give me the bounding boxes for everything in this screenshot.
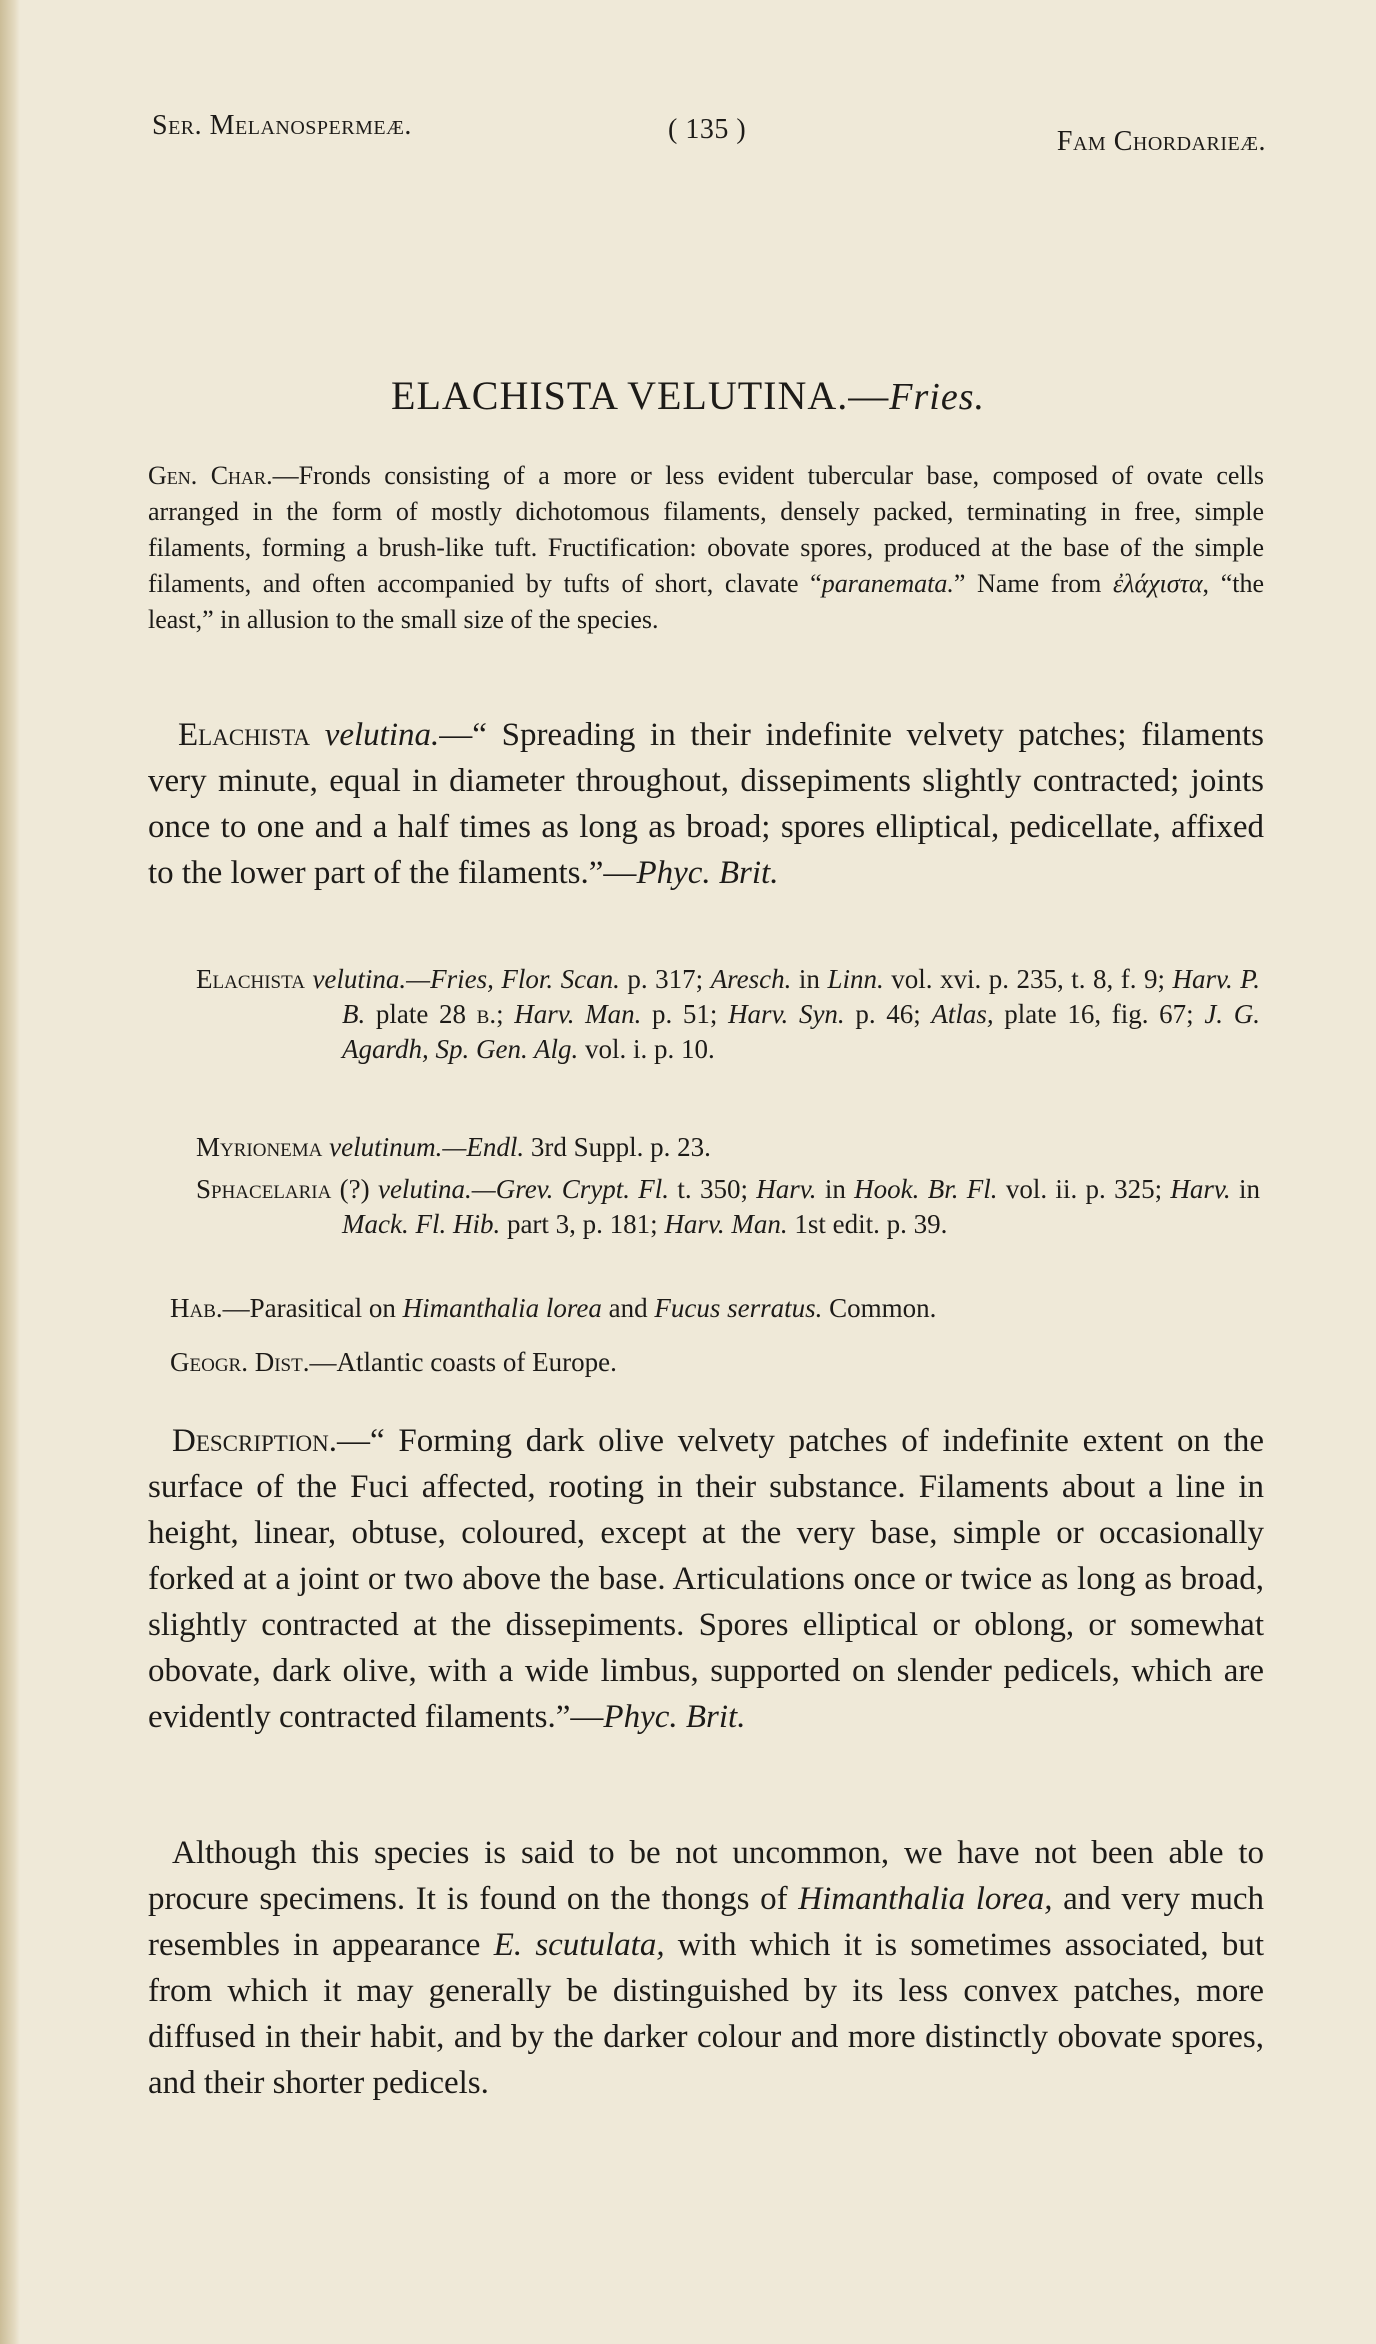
synonym-text: 1st edit. p. 39. [787,1209,948,1239]
distribution-line [170,1344,1260,1380]
notes-species: Himanthalia lorea, [798,1881,1053,1917]
synonym-citation: velutina.—Fries, Flor. Scan. [312,964,620,994]
synonym-citation: Harv. Man. [664,1209,788,1239]
synonym-citation: Harv. Man. [514,999,642,1029]
synonym-text: plate 28 [365,999,477,1029]
habitat-text: —Parasitical on [222,1293,403,1323]
gen-char-label: Gen. Char. [148,461,273,490]
synonym-citation: Harv. P. B. [342,964,1261,1029]
specific-diagnosis-paragraph [148,712,1264,896]
gen-char-end: , “the least,” in allusion to the small size of the species. [148,569,1264,634]
synonym-entry-myrionema [196,1130,1260,1165]
synonym-citation: J. G. Agardh, Sp. Gen. Alg. [342,999,1260,1064]
synonym-text: t. 350; [669,1174,757,1204]
synonym-text: vol. xvi. p. 235, t. 8, f. 9; [883,964,1173,994]
species-name: ELACHISTA VELUTINA.— [391,373,890,418]
synonym-entry-sphacelaria [196,1172,1260,1242]
synonym-text: ; [496,999,515,1029]
synonym-citation: Aresch. [710,964,792,994]
synonym-citation: velutinum.—Endl. [329,1132,525,1162]
synonym-citation: Linn. [827,964,884,994]
synonym-genus: Sphacelaria [196,1174,332,1204]
description-source: Phyc. Brit. [603,1699,746,1735]
notes-paragraph [148,1830,1264,2106]
gen-char-greek: ἐλάχιστα [1112,569,1203,598]
habitat-text: Common. [822,1293,937,1323]
page-number: ( 135 ) [668,114,747,145]
notes-text: with which it is sometimes associated, but from which it may generally be distinguished by its less convex patches, more diffused in their habit, and by the darker colour and more distinctly obovate spores, and their shorter pedicels. [148,1927,1265,2101]
synonym-citation: Atlas, [931,999,994,1029]
habitat-host: Himanthalia lorea [402,1293,602,1323]
gen-char-text: —Fronds consisting of a more or less evident tubercular base, composed of ovate cells arranged in the form of mostly dichotomous filaments, densely packed, terminating in free, simple filaments, forming a brush-like tuft. Fructification: obovate spores, produced at the base of the simple filaments, and often accompanied by tufts of short, clavate “ [148,461,1264,598]
gen-char-term: paranemata. [821,569,954,598]
synonym-text: in [816,1174,855,1204]
synonym-entry-elachista [196,962,1260,1067]
synonym-genus: Elachista [196,964,305,994]
species-author: Fries. [889,376,985,418]
gen-char-after-term: ” Name from [953,569,1113,598]
habitat-line [170,1290,1260,1326]
synonym-citation: Harv. [756,1174,817,1204]
synonym-text: plate 16, fig. 67; [993,999,1205,1029]
synonym-citation: Harv. Syn. [728,999,845,1029]
description-label: Description. [172,1423,337,1459]
synonym-text: in [791,964,828,994]
notes-text: Although this species is said to be not uncommon, we have not been able to procure specimens. It is found on the thongs of [148,1835,1264,1917]
description-paragraph [148,1418,1264,1740]
notes-species: E. scutulata, [493,1927,665,1963]
synonym-text: vol. ii. p. 325; [997,1174,1171,1204]
synonym-text: vol. i. p. 10. [578,1034,715,1064]
diagnosis-genus: Elachista [178,717,311,753]
generic-character-paragraph [148,458,1264,638]
distribution-label: Geogr. Dist. [170,1347,310,1377]
synonym-citation: velutina.—Grev. Crypt. Fl. [377,1174,670,1204]
synonym-text: in [1230,1174,1260,1204]
running-head-family: Fam Chordarieæ. [1056,126,1266,157]
notes-text: and very much resembles in appearance [148,1881,1264,1963]
synonym-text: part 3, p. 181; [500,1209,665,1239]
synonym-text: p. 51; [641,999,729,1029]
distribution-text: —Atlantic coasts of Europe. [309,1347,617,1377]
synonym-citation: Mack. Fl. Hib. [342,1209,501,1239]
species-title [0,372,1376,419]
running-head-series: Ser. Melanospermeæ. [152,110,412,141]
diagnosis-text: —“ Spreading in their indefinite velvety patches; filaments very minute, equal in diameter throughout, dissepiments slightly contracted; joints once to one and a half times as long as broad; spores elliptical, pedicellate, affixed to the lower part of the filaments.”— [148,717,1265,891]
synonym-genus: Myrionema [196,1132,323,1162]
synonym-text: p. 46; [844,999,932,1029]
synonym-text: 3rd Suppl. p. 23. [524,1132,711,1162]
diagnosis-source: Phyc. Brit. [636,855,779,891]
running-head [0,110,1376,160]
synonym-citation: Harv. [1170,1174,1231,1204]
synonym-text: (?) [331,1174,378,1204]
synonym-text: p. 317; [619,964,711,994]
synonym-citation: Hook. Br. Fl. [854,1174,998,1204]
habitat-label: Hab. [170,1293,223,1323]
description-text: —“ Forming dark olive velvety patches of indefinite extent on the surface of the Fuci affected, rooting in their substance. Filaments about a line in height, linear, obtuse, coloured, except at the very base, simple or occasionally forked at a joint or two above the base. Articulations once or twice as long as broad, slightly contracted at the dissepiments. Spores elliptical or oblong, or somewhat obovate, dark olive, with a wide limbus, supported on slender pedicels, which are evidently contracted filaments.”— [148,1423,1264,1735]
diagnosis-species: velutina. [324,717,440,753]
habitat-text: and [601,1293,655,1323]
habitat-host: Fucus serratus. [654,1293,823,1323]
synonym-text: b. [476,999,497,1029]
